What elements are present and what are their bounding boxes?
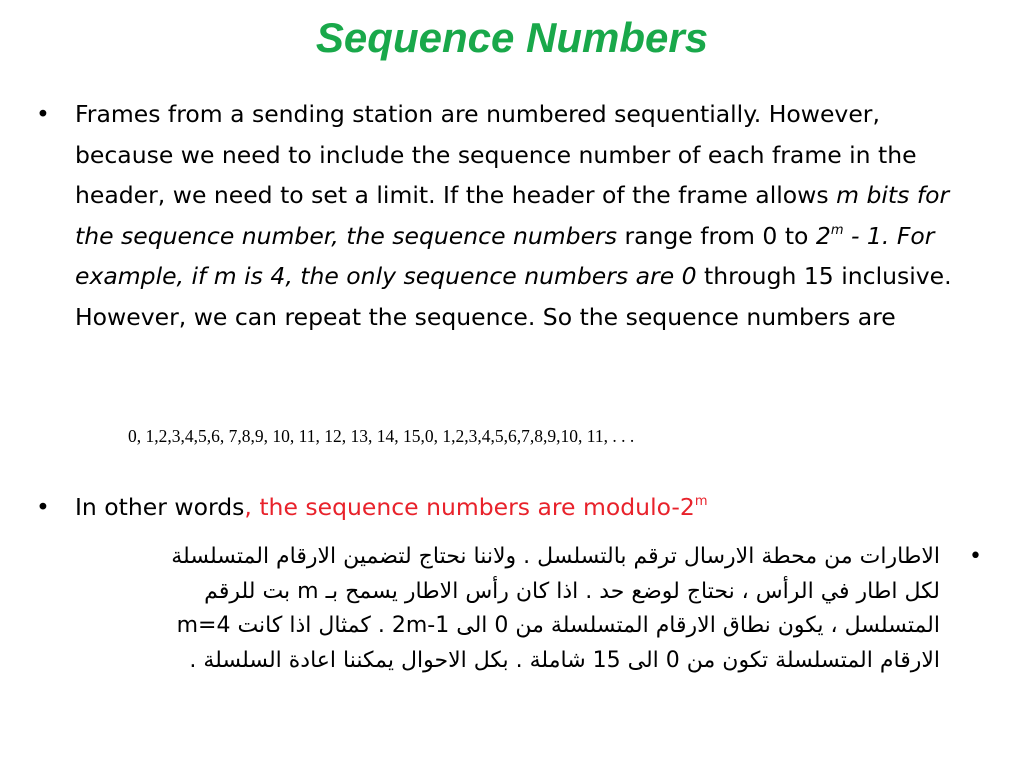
text-run-italic: 2 bbox=[815, 221, 831, 250]
text-run-italic: m bits for the sequence number, the sequence numbers bbox=[75, 181, 950, 250]
arabic-line-1: الاطارات من محطة الارسال ترقم بالتسلسل . ولاننا نحتاج لتضمين الارقام المتسلسلة bbox=[171, 544, 940, 569]
bullet-dot: • bbox=[969, 544, 982, 569]
superscript: m bbox=[830, 222, 844, 238]
arabic-line-2: لكل اطار في الرأس ، نحتاج لوضع حد . اذا كان رأس الاطار يسمح بـ m بت للرقم bbox=[204, 578, 940, 604]
slide-title: Sequence Numbers bbox=[315, 14, 709, 61]
highlight-superscript: m bbox=[694, 494, 708, 509]
text-run-italic: - 1. For example, if m is 4, the only sequence numbers are 0 bbox=[75, 221, 935, 290]
bullet-dot: • bbox=[36, 100, 50, 128]
highlight-text: , the sequence numbers are modulo-2 bbox=[244, 493, 695, 521]
bullet-modulo-text bbox=[75, 487, 980, 528]
sequence-example: 0, 1,2,3,4,5,6, 7,8,9, 10, 11, 12, 13, 14, 15,0, 1,2,3,4,5,6,7,8,9,10, 11, . . . bbox=[128, 426, 635, 446]
bullet-arabic-text bbox=[20, 540, 940, 678]
text-run: In other words bbox=[75, 493, 245, 521]
bullet-frames-text bbox=[75, 94, 980, 337]
arabic-line-3: المتسلسل ، يكون نطاق الارقام المتسلسلة من 0 الى 1-2m . كمثال اذا كانت m=4 bbox=[176, 613, 940, 638]
text-run: range from 0 to bbox=[616, 221, 816, 250]
arabic-line-4: الارقام المتسلسلة تكون من 0 الى 15 شاملة . بكل الاحوال يمكننا اعادة السلسلة . bbox=[189, 647, 940, 673]
bullet-dot: • bbox=[36, 493, 50, 521]
text-run: through 15 inclusive. However, we can repeat the sequence. So the sequence numbers are bbox=[75, 262, 952, 331]
text-run: Frames from a sending station are numbered sequentially. However, because we need to include the sequence number of each frame in the header, we need to set a limit. If the header of the frame allows bbox=[75, 100, 917, 209]
